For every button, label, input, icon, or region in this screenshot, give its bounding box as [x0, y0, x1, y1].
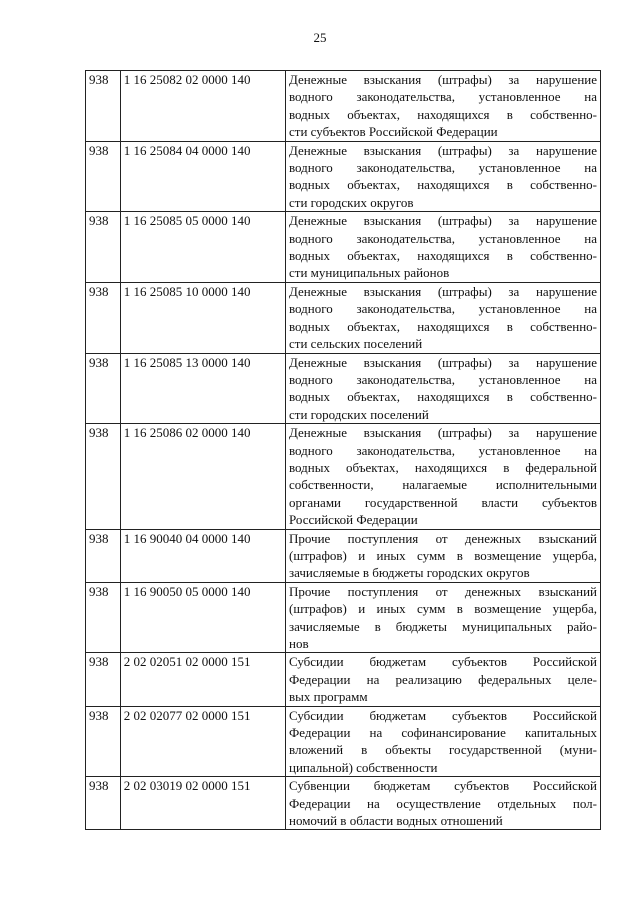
description-cell — [286, 353, 601, 424]
table-row — [86, 653, 601, 706]
description-line: вых программ — [289, 689, 368, 705]
table-row — [86, 141, 601, 212]
table-row — [86, 424, 601, 529]
table-body — [86, 71, 601, 830]
table-row — [86, 212, 601, 283]
admin-code-cell: 938 — [86, 353, 121, 424]
description-line: Денежные взыскания (штрафы) за нарушение — [289, 425, 597, 441]
description-line: Российской Федерации — [289, 512, 418, 528]
budget-code-cell: 1 16 25082 02 0000 140 — [120, 71, 285, 142]
description-line: Субвенции бюджетам субъектов Российской — [289, 778, 597, 794]
budget-code-cell: 2 02 02077 02 0000 151 — [120, 706, 285, 777]
description-line: водных объектах, находящихся в собственно- — [289, 106, 597, 122]
admin-code-cell: 938 — [86, 424, 121, 529]
description-line: Прочие поступления от денежных взысканий — [289, 583, 597, 599]
budget-code-cell: 1 16 25085 13 0000 140 — [120, 353, 285, 424]
budget-code-cell: 2 02 03019 02 0000 151 — [120, 777, 285, 830]
budget-code-cell: 1 16 25084 04 0000 140 — [120, 141, 285, 212]
description-line: водного законодательства, установленное на — [289, 89, 597, 105]
description-line: вложений в объекты государственной (муни- — [289, 742, 597, 758]
admin-code-cell: 938 — [86, 706, 121, 777]
description-line: водных объектах, находящихся в собственно- — [289, 177, 597, 193]
description-line: сти муниципальных районов — [289, 265, 450, 281]
budget-code-cell: 1 16 25085 10 0000 140 — [120, 282, 285, 353]
description-cell — [286, 141, 601, 212]
description-line: Субсидии бюджетам субъектов Российской — [289, 654, 597, 670]
page-number: 25 — [313, 30, 327, 45]
budget-code-cell: 1 16 90040 04 0000 140 — [120, 529, 285, 582]
description-cell — [286, 212, 601, 283]
description-line: собственности, налагаемые исполнительными — [289, 477, 597, 493]
admin-code-cell: 938 — [86, 529, 121, 582]
budget-code-cell: 1 16 90050 05 0000 140 — [120, 582, 285, 653]
table-row — [86, 706, 601, 777]
description-cell — [286, 582, 601, 653]
description-line: водного законодательства, установленное на — [289, 301, 597, 317]
description-line: водного законодательства, установленное на — [289, 371, 597, 387]
description-line: водных объектах, находящихся в федеральной — [289, 459, 597, 475]
description-line: нов — [289, 636, 309, 651]
description-line: Денежные взыскания (штрафы) за нарушение — [289, 283, 597, 299]
admin-code-cell: 938 — [86, 282, 121, 353]
description-line: сти городских округов — [289, 194, 414, 210]
table-row — [86, 71, 601, 142]
description-cell — [286, 71, 601, 142]
budget-code-cell: 2 02 02051 02 0000 151 — [120, 653, 285, 706]
description-line: Федерации на реализацию федеральных целе- — [289, 671, 597, 687]
description-line: водных объектах, находящихся в собственно- — [289, 248, 597, 264]
description-line: ципальной) собственности — [289, 759, 438, 775]
description-line: номочий в области водных отношений — [289, 813, 503, 829]
description-line: зачисляемые в бюджеты городских округов — [289, 565, 530, 581]
admin-code-cell: 938 — [86, 71, 121, 142]
description-line: сти субъектов Российской Федерации — [289, 124, 498, 140]
description-line: зачисляемые в бюджеты муниципальных райо- — [289, 618, 597, 634]
table-row — [86, 353, 601, 424]
description-line: Денежные взыскания (штрафы) за нарушение — [289, 142, 597, 158]
description-line: Прочие поступления от денежных взысканий — [289, 530, 597, 546]
description-line: (штрафов) и иных сумм в возмещение ущерба, — [289, 601, 597, 617]
description-cell — [286, 653, 601, 706]
description-line: водных объектах, находящихся в собственно- — [289, 389, 597, 405]
table-row — [86, 282, 601, 353]
description-cell — [286, 706, 601, 777]
description-line: Денежные взыскания (штрафы) за нарушение — [289, 354, 597, 370]
description-line: водных объектах, находящихся в собственно- — [289, 318, 597, 334]
table-row — [86, 777, 601, 830]
description-line: Денежные взыскания (штрафы) за нарушение — [289, 213, 597, 229]
description-cell — [286, 529, 601, 582]
description-cell — [286, 424, 601, 529]
description-line: (штрафов) и иных сумм в возмещение ущерба, — [289, 547, 597, 563]
table-row — [86, 529, 601, 582]
description-line: органами государственной власти субъектов — [289, 494, 597, 510]
description-line: Федерации на софинансирование капитальных — [289, 725, 597, 741]
admin-code-cell: 938 — [86, 777, 121, 830]
budget-code-cell: 1 16 25086 02 0000 140 — [120, 424, 285, 529]
description-line: Денежные взыскания (штрафы) за нарушение — [289, 72, 597, 87]
budget-code-cell: 1 16 25085 05 0000 140 — [120, 212, 285, 283]
description-line: водного законодательства, установленное на — [289, 160, 597, 176]
admin-code-cell: 938 — [86, 212, 121, 283]
description-line: сти городских поселений — [289, 406, 429, 422]
description-cell — [286, 282, 601, 353]
description-line: Субсидии бюджетам субъектов Российской — [289, 707, 597, 723]
admin-code-cell: 938 — [86, 582, 121, 653]
budget-classification-table — [85, 70, 601, 830]
admin-code-cell: 938 — [86, 653, 121, 706]
description-line: водного законодательства, установленное на — [289, 442, 597, 458]
description-line: сти сельских поселений — [289, 336, 423, 352]
description-cell — [286, 777, 601, 830]
description-line: Федерации на осуществление отдельных пол- — [289, 795, 597, 811]
admin-code-cell: 938 — [86, 141, 121, 212]
table-row — [86, 582, 601, 653]
description-line: водного законодательства, установленное на — [289, 230, 597, 246]
